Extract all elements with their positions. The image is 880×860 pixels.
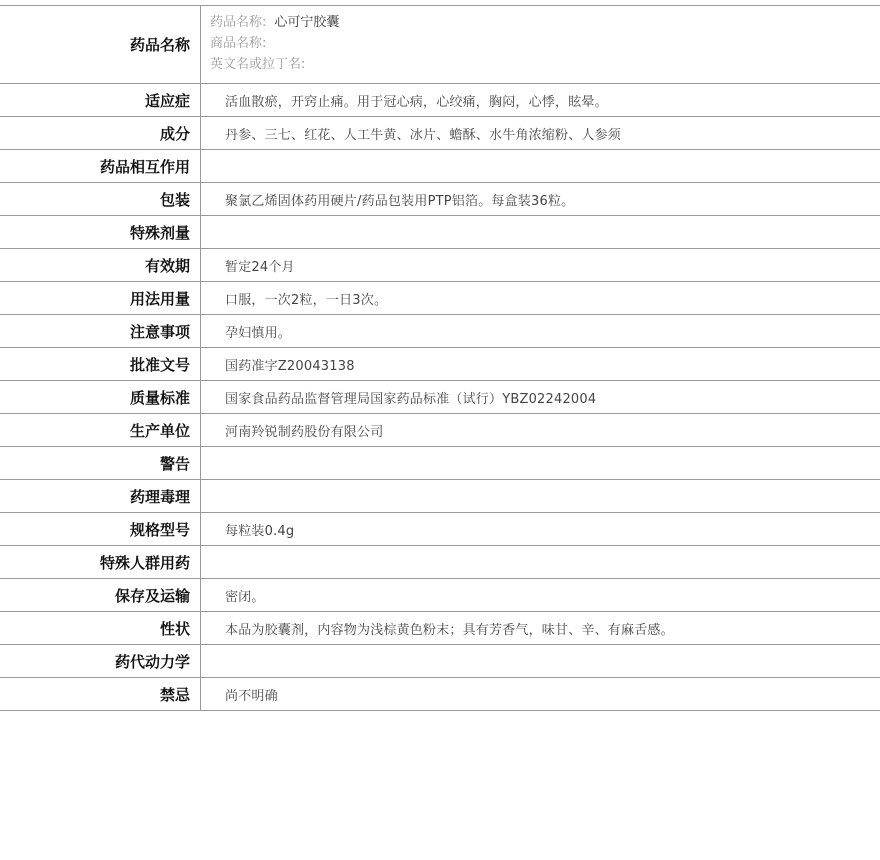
- row-label: 药理毒理: [0, 480, 201, 513]
- row-label: 药代动力学: [0, 645, 201, 678]
- row-label: 特殊剂量: [0, 216, 201, 249]
- row-label: 成分: [0, 117, 201, 150]
- row-value: 孕妇慎用。: [201, 315, 880, 348]
- row-label: 性状: [0, 612, 201, 645]
- row-value: 国药准字Z20043138: [201, 348, 880, 381]
- english-name-line: [210, 54, 880, 75]
- table-row: [0, 183, 880, 216]
- table-row: [0, 447, 880, 480]
- generic-name-line: [210, 12, 880, 33]
- row-label: 用法用量: [0, 282, 201, 315]
- row-label: 禁忌: [0, 678, 201, 711]
- table-row: [0, 84, 880, 117]
- table-row: [0, 513, 880, 546]
- row-label: 生产单位: [0, 414, 201, 447]
- generic-name-label: 药品名称:: [210, 15, 267, 30]
- table-row: [0, 150, 880, 183]
- row-label: 保存及运输: [0, 579, 201, 612]
- english-name-label: 英文名或拉丁名:: [210, 57, 306, 72]
- row-value: 尚不明确: [201, 678, 880, 711]
- row-label: 规格型号: [0, 513, 201, 546]
- row-value: [201, 546, 880, 579]
- row-value: 本品为胶囊剂，内容物为浅棕黄色粉末；具有芳香气，味甘、辛、有麻舌感。: [201, 612, 880, 645]
- row-value: [201, 447, 880, 480]
- generic-name-value: 心可宁胶囊: [274, 15, 340, 30]
- row-label: 适应症: [0, 84, 201, 117]
- table-row: [0, 612, 880, 645]
- row-value: 丹参、三七、红花、人工牛黄、冰片、蟾酥、水牛角浓缩粉、人参须: [201, 117, 880, 150]
- row-value: 密闭。: [201, 579, 880, 612]
- row-value: 口服，一次2粒，一日3次。: [201, 282, 880, 315]
- row-label: 批准文号: [0, 348, 201, 381]
- table-row: [0, 117, 880, 150]
- table-row: [0, 480, 880, 513]
- row-label: 药品名称: [0, 6, 201, 84]
- row-value: 每粒装0.4g: [201, 513, 880, 546]
- row-label: 质量标准: [0, 381, 201, 414]
- row-value: 暂定24个月: [201, 249, 880, 282]
- row-value: [201, 480, 880, 513]
- row-label: 有效期: [0, 249, 201, 282]
- table-row: [0, 315, 880, 348]
- row-label: 警告: [0, 447, 201, 480]
- table-row-name: [0, 6, 880, 84]
- row-label: 药品相互作用: [0, 150, 201, 183]
- row-value: 河南羚锐制药股份有限公司: [201, 414, 880, 447]
- table-row: [0, 546, 880, 579]
- row-label: 包装: [0, 183, 201, 216]
- drug-info-sheet: [0, 5, 880, 711]
- table-row: [0, 414, 880, 447]
- trade-name-label: 商品名称:: [210, 36, 267, 51]
- row-value: 活血散瘀，开窍止痛。用于冠心病，心绞痛，胸闷，心悸，眩晕。: [201, 84, 880, 117]
- trade-name-line: [210, 33, 880, 54]
- table-row: [0, 216, 880, 249]
- drug-info-table: [0, 5, 880, 711]
- row-value: 国家食品药品监督管理局国家药品标准（试行）YBZ02242004: [201, 381, 880, 414]
- row-label: 特殊人群用药: [0, 546, 201, 579]
- row-value: [201, 150, 880, 183]
- row-value: 聚氯乙烯固体药用硬片/药品包装用PTP铝箔。每盒装36粒。: [201, 183, 880, 216]
- table-row: [0, 249, 880, 282]
- table-row: [0, 381, 880, 414]
- table-row: [0, 579, 880, 612]
- row-label: 注意事项: [0, 315, 201, 348]
- row-value: [201, 645, 880, 678]
- row-value: [201, 216, 880, 249]
- table-row: [0, 348, 880, 381]
- name-cell: [201, 6, 880, 84]
- table-row: [0, 645, 880, 678]
- table-row: [0, 678, 880, 711]
- table-row: [0, 282, 880, 315]
